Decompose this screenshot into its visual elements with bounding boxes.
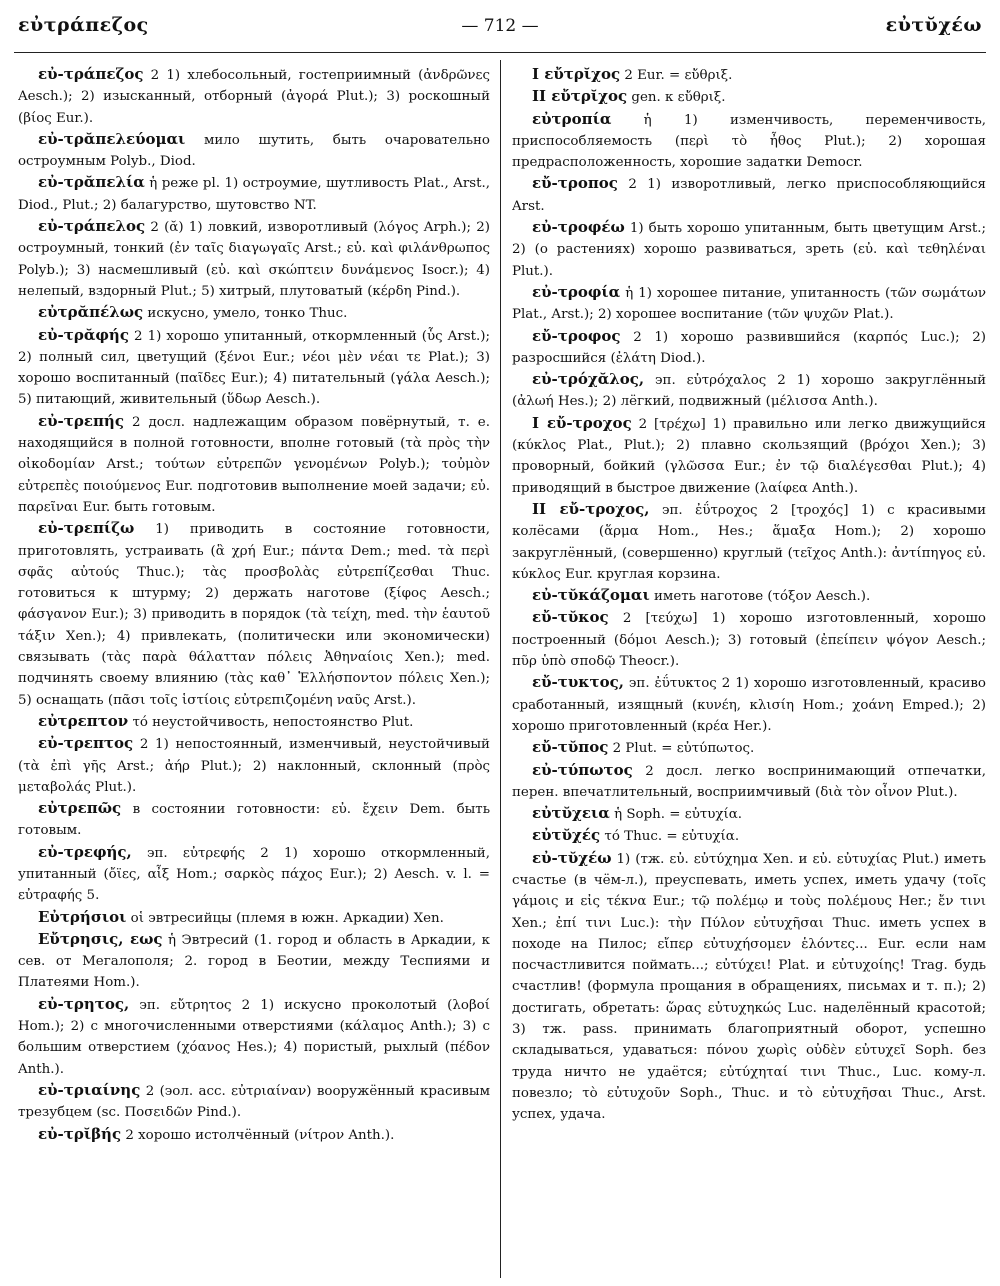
- dictionary-entry: [512, 86, 986, 108]
- dictionary-entry: [512, 499, 986, 585]
- dictionary-entry: [18, 518, 490, 711]
- entry-headword: εὐ-τρητος,: [38, 994, 130, 1013]
- entry-definition: 2 досл. надлежащим образом повёрнутый, т. е. находящийся в полной готовности, вполне готовый (τὰ πρὸς τὴν οἰκοδομίαν Arst.; τούτων εὐτρεπῶν γενομένων Polyb.); τοὐμὸν εὐτρεπὲς ποιούμενος Eur. подготовив выполнение моей задачи; εὐ. παρεῖναι Eur. быть готовым.: [18, 414, 490, 515]
- entry-definition: эп. εὐτρόχαλος 2 1) хорошо закруглённый (ἀλωή Hes.); 2) лёгкий, подвижный (μέλισσα Anth.).: [512, 373, 986, 410]
- dictionary-entry: [512, 173, 986, 217]
- dictionary-entry: [18, 302, 490, 324]
- dictionary-entry: [512, 64, 986, 86]
- entry-definition: 2 1) хорошо упитанный, откормленный (ὗς Arst.); 2) полный сил, цветущий (ξένοι Eur.; νέοι μὲν νέαι τε Plat.); 3) хорошо воспитанный (παῖδες Eur.); 4) питательный (γάλα Aesch.); 5) питающий, живительный (ὕδωρ Aesch.).: [18, 328, 490, 408]
- dictionary-entry: [18, 1124, 490, 1146]
- entry-headword: εὐ-τροφέω: [532, 218, 625, 237]
- entry-headword: εὐ-τρῐβής: [38, 1124, 122, 1143]
- dictionary-entry: [512, 282, 986, 326]
- entry-headword: εὔ-τροπος: [532, 174, 618, 193]
- dictionary-entry: [18, 325, 490, 411]
- entry-headword: εὐτρεπῶς: [38, 799, 122, 818]
- entry-definition: 1) (тж. εὐ. εὐτύχημα Xen. и εὐ. εὐτυχίας Plut.) иметь счастье (в чём-л.), преуспевать, иметь успех, иметь удачу (τοῖς γάμοις и εἰς τέκνα Eur.; τῷ πολέμῳ и τοὺς πολέμους Her.; ἔν τινι Xen.; ἐπί τινι Luc.): τὴν Πύλον εὐτυχῆσαι Thuc. иметь успех в походе на Пилос; εἴπερ εὐτυχήσομεν ἑλόντες... Eur. если нам посчастливится поймать...; εὐτύχει! Plat. и εὐτυχοίης! Trag. будь счастлив! (формула прощания в обращениях, письмах и т. п.); 2) достигать, обретать: ὥρας εὐτυχηκώς Luc. наделённый красотой; 3) тж. pass. принимать благоприятный оборот, успешно складываться, удаваться: πόνου χωρὶς οὐδὲν εὐτυχεῖ Soph. без труда ничто не удаётся; εὐτύχηταί τινι Thuc., Luc. кому-л. повезло; τὸ εὐτυχοῦν Soph., Thuc. и τὸ εὐτυχῆσαι Thuc., Arst. успех, удача.: [512, 851, 986, 1123]
- entry-definition: 2 1) хлебосольный, гостеприимный (ἀνδρῶνες Aesch.); 2) изысканный, отборный (ἀγορά Plut.); 3) роскошный (βίος Eur.).: [18, 68, 490, 126]
- entry-headword: Εὔτρησις, εως: [38, 929, 163, 948]
- right-column: [512, 64, 986, 1276]
- entry-headword: εὐ-τροφία: [532, 282, 621, 301]
- entry-headword: εὐτρεπτον: [38, 711, 129, 730]
- entry-definition: 2 (ᾰ) 1) ловкий, изворотливый (λόγος Arph.); 2) остроумный, тонкий (ἐν ταῖς διαγωγαῖς Arst.; εὐ. καὶ φιλάνθρωπος Polyb.); 3) насмешливый (εὐ. καὶ σκώπτειν δυνάμενος Isocr.); 4) нелепый, вздорный Plut.; 5) хитрый, плутоватый (κέρδη Pind.).: [18, 220, 490, 299]
- dictionary-entry: [512, 217, 986, 282]
- entry-definition: эп. εὐτρεφής 2 1) хорошо откормленный, упитанный (ὄϊες, αἶξ Hom.; σαρκὸς πάχος Eur.); 2) Aesch. v. l. = εὐτραφής 5.: [18, 845, 490, 904]
- entry-definition: в состоянии готовности: εὐ. ἔχειν Dem. быть готовым.: [18, 802, 490, 839]
- dictionary-entry: [18, 411, 490, 518]
- right-running-headword: εὐτῠχέω: [885, 14, 982, 36]
- dictionary-entry: [512, 803, 986, 825]
- entry-definition: τό неустойчивость, непостоянство Plut.: [128, 714, 414, 730]
- entry-headword: εὐ-τρεπίζω: [38, 519, 135, 538]
- dictionary-entry: [512, 607, 986, 672]
- entry-headword: εὐ-τρᾰπελεύομαι: [38, 129, 186, 148]
- dictionary-entry: [512, 848, 986, 1126]
- entry-definition: 2 хорошо истолчённый (νίτρον Anth.).: [121, 1127, 395, 1143]
- entry-headword: II εὔ-τροχος,: [532, 499, 650, 518]
- dictionary-entry: [18, 129, 490, 173]
- dictionary-entry: [512, 369, 986, 413]
- entry-definition: 2 [τρέχω] 1) правильно или легко движущийся (κύκλος Plat., Plut.); 2) плавно скользящий (βρόχοι Xen.); 3) проворный, бойкий (γλῶσσα Eur.; ἐν τῷ διαλέγεσθαι Plut.); 4) приводящий в быстрое движение (λαίφεα Anth.).: [512, 416, 986, 496]
- dictionary-entry: [18, 172, 490, 216]
- entry-headword: εὐτρᾰπέλως: [38, 303, 144, 322]
- dictionary-entry: [18, 216, 490, 302]
- entry-definition: иметь наготове (τόξον Aesch.).: [649, 589, 871, 605]
- entry-headword: εὔ-τῠκος: [532, 608, 609, 627]
- dictionary-entry: [18, 994, 490, 1080]
- entry-headword: I εὔτρῐχος: [532, 65, 621, 83]
- entry-definition: 2 Eur. = εὔθριξ.: [620, 68, 733, 83]
- entry-headword: εὐ-τρᾰφής: [38, 325, 129, 344]
- entry-headword: εὐ-τρεπής: [38, 411, 124, 430]
- header-rule: [14, 52, 986, 53]
- page-header: [18, 14, 982, 44]
- dictionary-entry: [512, 413, 986, 499]
- entry-definition: 1) быть хорошо упитанным, быть цветущим Arst.; 2) (о растениях) хорошо развиваться, зреть (εὐ. καὶ τεθηλέναι Plut.).: [512, 221, 986, 279]
- entry-definition: 2 1) непостоянный, изменчивый, неустойчивый (τὰ ἐπὶ γῆς Arst.; ἀήρ Plut.); 2) наклонный, склонный (πρὸς μεταβολάς Plut.).: [18, 737, 490, 795]
- column-divider: [500, 60, 501, 1278]
- entry-headword: I εὔ-τροχος: [532, 413, 632, 432]
- entry-definition: 2 Plut. = εὐτύπωτος.: [608, 741, 755, 757]
- entry-definition: 2 1) хорошо развившийся (καρπός Luc.); 2) разросшийся (ἐλάτη Diod.).: [512, 329, 986, 366]
- dictionary-entry: [512, 825, 986, 847]
- entry-headword: εὐ-τῠκάζομαι: [532, 586, 650, 605]
- entry-headword: εὐ-τριαίνης: [38, 1080, 141, 1099]
- entry-headword: εὐ-τρεπτος: [38, 734, 134, 753]
- dictionary-entry: [512, 109, 986, 174]
- left-running-headword: εὐτράπεζος: [18, 14, 149, 36]
- entry-definition: 1) приводить в состояние готовности, приготовлять, устраивать (ἃ χρή Eur.; πάντα Dem.; med. τὰ περὶ σφᾶς αὐτούς Thuc.); τὰς προσβολὰς εὐτρεπίζεσθαι Thuc. готовиться к штурму; 2) держать наготове (ξίφος Aesch.; φάσγανον Eur.); 3) приводить в порядок (τὰ τείχη, med. τὴν ἑαυτοῦ τάξιν Xen.); 4) привлекать, (политически или экономически) связывать (τὰς παρὰ θάλατταν πόλεις Ἀθηναίοις Xen.); med. подчинять своему влиянию (τὰς καθ᾽ Ἑλλήσποντον πόλεις Xen.); 5) оснащать (πᾶσι τοῖς ἱστίοις εὐτρεπιζομένη ναῦς Arst.).: [18, 522, 490, 708]
- entry-definition: 2 (эол. acc. εὐτριαίναν) вооружённый красивым трезубцем (sc. Ποσειδῶν Pind.).: [18, 1083, 490, 1121]
- entry-headword: εὐ-τρόχᾰλος,: [532, 370, 645, 389]
- entry-headword: εὐτῠχεια: [532, 804, 610, 823]
- entry-definition: искусно, умело, тонко Thuc.: [143, 306, 348, 322]
- entry-definition: ἡ реже pl. 1) остроумие, шутливость Plat., Arst., Diod., Plut.; 2) балагурство, шутовство NT.: [18, 176, 490, 213]
- entry-definition: gen. к εὔθριξ.: [627, 90, 726, 106]
- entry-headword: εὐ-τράπεζος: [38, 65, 144, 83]
- entry-headword: εὐ-τρᾰπελία: [38, 173, 145, 192]
- entry-definition: 2 [τεύχω] 1) хорошо изготовленный, хорошо построенный (δόμοι Aesch.); 3) готовый (ἐπείπειν ψόγον Aesch.; πῦρ ὑπὸ σποδῷ Theocr.).: [512, 611, 986, 670]
- dictionary-entry: [18, 733, 490, 798]
- entry-headword: εὐ-τῠχέω: [532, 848, 612, 867]
- entry-definition: οἱ эвтресийцы (племя в южн. Аркадии) Xen.: [126, 910, 444, 926]
- entry-headword: εὐ-τράπελος: [38, 217, 146, 236]
- entry-definition: ἡ Эвтресий (1. город и область в Аркадии, к сев. от Мегалополя; 2. город в Беотии, между Теспиями и Платеями Hom.).: [18, 932, 490, 991]
- entry-definition: ἡ 1) хорошее питание, упитанность (τῶν σωμάτων Plat., Arst.); 2) хорошее воспитание (τῶν ψυχῶν Plat.).: [512, 285, 986, 323]
- dictionary-entry: [512, 737, 986, 759]
- dictionary-entry: [18, 907, 490, 929]
- entry-headword: εὐτῠχές: [532, 826, 601, 845]
- entry-headword: εὔ-τροφος: [532, 326, 621, 345]
- entry-headword: II εὔτρῐχος: [532, 87, 628, 106]
- entry-headword: εὐτροπία: [532, 109, 612, 128]
- entry-headword: Εὐτρήσιοι: [38, 907, 127, 926]
- entry-headword: εὐ-τύπωτος: [532, 760, 633, 779]
- dictionary-entry: [512, 672, 986, 737]
- dictionary-entry: [512, 760, 986, 804]
- entry-headword: εὔ-τυκτος,: [532, 673, 624, 692]
- entry-definition: эп. ἐΰτυκτος 2 1) хорошо изготовленный, красиво сработанный, изящный (κυνέη, κλισίη Hom.; χοάνη Emped.); 2) хорошо приготовленный (κρέα Her.).: [512, 676, 986, 734]
- dictionary-entry: [18, 929, 490, 994]
- dictionary-entry: [18, 711, 490, 733]
- dictionary-entry: [18, 798, 490, 842]
- dictionary-entry: [512, 326, 986, 370]
- entry-headword: εὐ-τρεφής,: [38, 842, 132, 861]
- entry-definition: эп. ἐΰτροχος 2 [τροχός] 1) с красивыми колёсами (ἅρμα Hom., Hes.; ἅμαξα Hom.); 2) хорошо закруглённый, (совершенно) круглый (τεῖχος Anth.): ἀντίπηγος εὐ. κύκλος Eur. круглая корзина.: [512, 502, 986, 582]
- entry-definition: ἡ 1) изменчивость, переменчивость, приспособляемость (περὶ τὸ ἦθος Plut.); 2) хорошая предрасположенность, хорошие задатки Democr.: [512, 112, 986, 171]
- dictionary-entry: [512, 585, 986, 607]
- left-column: [18, 64, 490, 1276]
- dictionary-entry: [18, 1080, 490, 1124]
- dictionary-entry: [18, 842, 490, 907]
- entry-definition: мило шутить, быть очаровательно остроумным Polyb., Diod.: [18, 132, 490, 170]
- dictionary-entry: [18, 64, 490, 129]
- entry-definition: 2 досл. легко воспринимающий отпечатки, перен. впечатлительный, восприимчивый (διὰ τὸν οἶνον Plut.).: [512, 763, 986, 800]
- entry-definition: ἡ Soph. = εὐτυχία.: [609, 807, 743, 823]
- entry-definition: эп. εὔτρητος 2 1) искусно проколотый (λοβοί Hom.); 2) с многочисленными отверстиями (κάλαμος Anth.); 3) с большим отверстием (χόανος Hes.); 4) пористый, рыхлый (πέδον Anth.).: [18, 997, 490, 1077]
- entry-definition: 2 1) изворотливый, легко приспособляющийся Arst.: [512, 177, 986, 214]
- page-number: — 712 —: [461, 16, 539, 36]
- entry-headword: εὔ-τῠπος: [532, 738, 609, 757]
- entry-definition: τό Thuc. = εὐτυχία.: [600, 829, 740, 845]
